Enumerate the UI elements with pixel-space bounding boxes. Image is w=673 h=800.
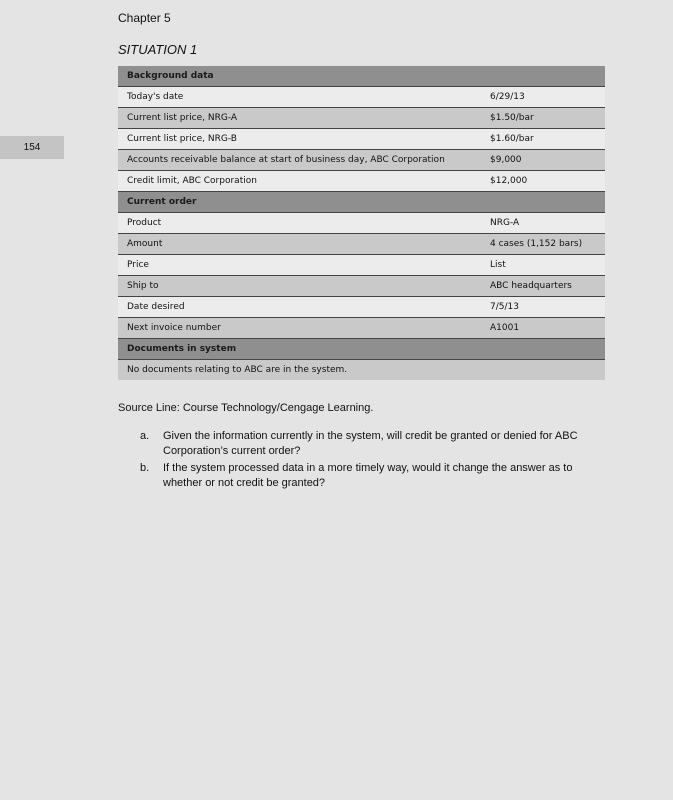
table-row bbox=[118, 234, 605, 255]
row-label: Accounts receivable balance at start of business day, ABC Corporation bbox=[118, 150, 481, 171]
question-item bbox=[140, 461, 605, 491]
source-line: Source Line: Course Technology/Cengage Learning. bbox=[118, 402, 374, 414]
table-row bbox=[118, 213, 605, 234]
table-row bbox=[118, 171, 605, 192]
row-value: 6/29/13 bbox=[481, 87, 605, 108]
row-label: Product bbox=[118, 213, 481, 234]
question-text: Given the information currently in the system, will credit be granted or denied for ABC Corporation’s current order? bbox=[163, 430, 578, 457]
question-label: b. bbox=[140, 462, 150, 474]
row-label: Amount bbox=[118, 234, 481, 255]
row-label: Current list price, NRG-B bbox=[118, 129, 481, 150]
row-value: 4 cases (1,152 bars) bbox=[481, 234, 605, 255]
table-row bbox=[118, 150, 605, 171]
table-row bbox=[118, 297, 605, 318]
row-label: No documents relating to ABC are in the system. bbox=[118, 360, 605, 381]
row-value: ABC headquarters bbox=[481, 276, 605, 297]
question-label: a. bbox=[140, 430, 150, 442]
row-value: NRG-A bbox=[481, 213, 605, 234]
table-row bbox=[118, 360, 605, 381]
situation-table bbox=[118, 66, 605, 380]
page-number: 154 bbox=[0, 136, 64, 159]
row-label: Price bbox=[118, 255, 481, 276]
situation-title: SITUATION 1 bbox=[118, 42, 198, 57]
question-text: If the system processed data in a more timely way, would it change the answer as to whether or not credit be granted? bbox=[163, 462, 573, 489]
section-header: Documents in system bbox=[118, 339, 605, 360]
row-value: A1001 bbox=[481, 318, 605, 339]
row-label: Ship to bbox=[118, 276, 481, 297]
row-value: 7/5/13 bbox=[481, 297, 605, 318]
table-row bbox=[118, 129, 605, 150]
row-label: Today's date bbox=[118, 87, 481, 108]
row-value: $1.50/bar bbox=[481, 108, 605, 129]
section-header: Background data bbox=[118, 66, 605, 87]
section-header: Current order bbox=[118, 192, 605, 213]
table-row bbox=[118, 318, 605, 339]
row-value: $9,000 bbox=[481, 150, 605, 171]
table-row bbox=[118, 276, 605, 297]
table-row bbox=[118, 87, 605, 108]
row-label: Credit limit, ABC Corporation bbox=[118, 171, 481, 192]
row-value: $12,000 bbox=[481, 171, 605, 192]
table-row bbox=[118, 255, 605, 276]
row-label: Next invoice number bbox=[118, 318, 481, 339]
chapter-heading: Chapter 5 bbox=[118, 11, 171, 25]
table-row bbox=[118, 108, 605, 129]
row-label: Date desired bbox=[118, 297, 481, 318]
question-list bbox=[140, 429, 605, 493]
row-value: List bbox=[481, 255, 605, 276]
row-value: $1.60/bar bbox=[481, 129, 605, 150]
question-item bbox=[140, 429, 605, 459]
row-label: Current list price, NRG-A bbox=[118, 108, 481, 129]
